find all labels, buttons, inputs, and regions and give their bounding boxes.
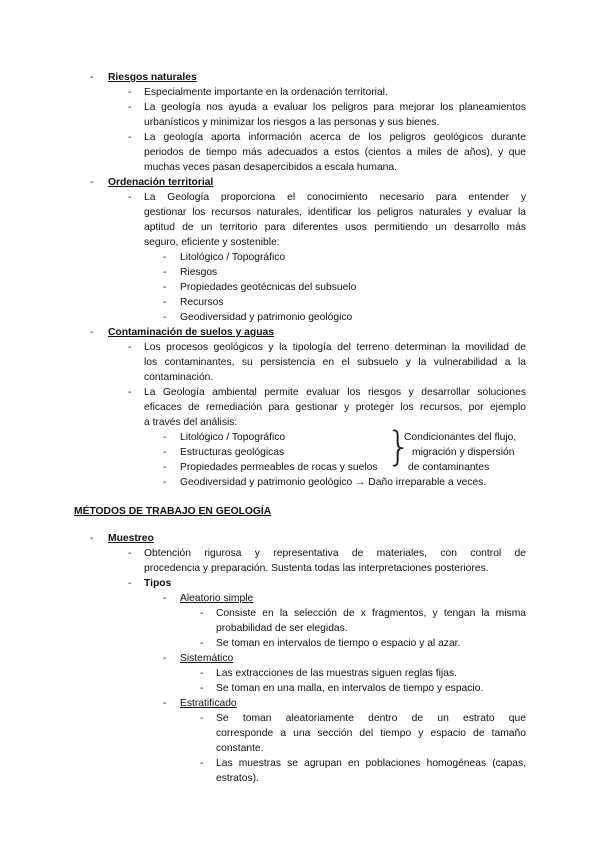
text-line: constante. (216, 743, 264, 754)
text-line: La Geología ambiental permite evaluar los riesgos y desarrollar soluciones (144, 387, 526, 398)
bullet-dash: - (128, 192, 132, 203)
bullet-dash: - (163, 432, 167, 443)
bullet-dash: - (200, 713, 204, 724)
text-line: aptitud de un territorio para diferentes usos permitiendo un desarrollo más (144, 222, 526, 233)
curly-brace-icon: } (386, 424, 412, 470)
bullet-dash: - (163, 477, 167, 488)
text-line: La geología aporta información acerca de los peligros geológicos durante (144, 132, 526, 143)
bullet-dash: - (200, 683, 204, 694)
list-item: Litológico / Topográfico (180, 432, 286, 443)
text-line: seguro, eficiente y sostenible: (144, 237, 280, 248)
bullet-dash: - (90, 533, 94, 544)
bullet-dash: - (128, 87, 132, 98)
text-line: periodos de tiempo más adecuados a estos (cientos a miles de años), y que (144, 147, 526, 158)
text-line: Se toman en intervalos de tiempo o espacio y al azar. (216, 638, 461, 649)
text-line: muchas veces pasan desapercibidos a escala humana. (144, 162, 397, 173)
section-title-ordenacion: Ordenación territorial (108, 177, 214, 188)
list-item: Riesgos (180, 267, 218, 278)
text-line: Especialmente importante en la ordenación territorial. (144, 87, 388, 98)
bullet-dash: - (163, 252, 167, 263)
bullet-dash: - (163, 312, 167, 323)
text-line: urbanísticos y minimizar los riesgos a las personas y sus bienes. (144, 117, 440, 128)
text-line: a través del análisis: (144, 417, 238, 428)
list-item: Geodiversidad y patrimonio geológico → Daño irreparable a veces. (180, 477, 487, 488)
text-line: Se toman en una malla, en intervalos de tiempo y espacio. (216, 683, 484, 694)
text-line: corresponde a una sección del tiempo y espacio de tamaño (216, 728, 526, 739)
text-line: Los procesos geológicos y la tipología del terreno determinan la movilidad de (144, 342, 526, 353)
bullet-dash: - (128, 578, 132, 589)
bullet-dash: - (90, 327, 94, 338)
bullet-dash: - (128, 132, 132, 143)
text-line: gestionar los recursos naturales, identificar los peligros naturales y evaluar la (144, 207, 526, 218)
section-title-muestreo: Muestreo (108, 533, 154, 544)
section-title-contaminacion: Contaminación de suelos y aguas (108, 327, 274, 338)
text-line: Las extracciones de las muestras siguen reglas fijas. (216, 668, 457, 679)
text-line: Las muestras se agrupan en poblaciones homogéneas (capas, (216, 758, 526, 769)
text-line: La Geología proporciona el conocimiento necesario para entender y (144, 192, 526, 203)
brace-note: migración y dispersión (412, 447, 515, 458)
subsection-title-tipos: Tipos (144, 578, 172, 589)
text-line: eficaces de remediación para gestionar y proteger los recursos, por ejemplo (144, 402, 526, 413)
bullet-dash: - (163, 297, 167, 308)
bullet-dash: - (163, 698, 167, 709)
text-line: Consiste en la selección de x fragmentos, y tengan la misma (216, 608, 526, 619)
text-line: probabilidad de ser elegidas. (216, 623, 348, 634)
bullet-dash: - (128, 548, 132, 559)
bullet-dash: - (163, 447, 167, 458)
bullet-dash: - (90, 72, 94, 83)
section-title-riesgos: Riesgos naturales (108, 72, 197, 83)
text-line: Se toman aleatoriamente dentro de un estrato que (216, 713, 526, 724)
text-line: procedencia y preparación. Sustenta todas las interpretaciones posteriores. (144, 563, 489, 574)
text-line: La geología nos ayuda a evaluar los peligros para mejorar los planeamientos (144, 102, 526, 113)
type-title-estratificado: Estratificado (180, 698, 237, 709)
brace-note: de contaminantes (408, 462, 490, 473)
page-heading: MÉTODOS DE TRABAJO EN GEOLOGÍA (74, 506, 272, 517)
bullet-dash: - (200, 758, 204, 769)
text-line: los contaminantes, su persistencia en el subsuelo y la vulnerabilidad a la (144, 357, 526, 368)
text-line: estratos). (216, 773, 259, 784)
list-item: Recursos (180, 297, 224, 308)
brace-note: Condicionantes del flujo, (404, 432, 517, 443)
list-item: Propiedades geotécnicas del subsuelo (180, 282, 357, 293)
bullet-dash: - (163, 282, 167, 293)
bullet-dash: - (90, 177, 94, 188)
text-line: contaminación. (144, 372, 214, 383)
type-title-sistematico: Sistemático (180, 653, 234, 664)
bullet-dash: - (128, 102, 132, 113)
type-title-aleatorio: Aleatorio simple (180, 593, 254, 604)
bullet-dash: - (200, 608, 204, 619)
bullet-dash: - (163, 653, 167, 664)
list-item: Geodiversidad y patrimonio geológico (180, 312, 353, 323)
bullet-dash: - (163, 593, 167, 604)
bullet-dash: - (163, 462, 167, 473)
list-item: Estructuras geológicas (180, 447, 285, 458)
bullet-dash: - (128, 342, 132, 353)
text-line: Obtención rigurosa y representativa de materiales, con control de (144, 548, 526, 559)
bullet-dash: - (128, 387, 132, 398)
list-item: Propiedades permeables de rocas y suelos (180, 462, 378, 473)
bullet-dash: - (163, 267, 167, 278)
bullet-dash: - (200, 638, 204, 649)
bullet-dash: - (200, 668, 204, 679)
list-item: Litológico / Topográfico (180, 252, 286, 263)
